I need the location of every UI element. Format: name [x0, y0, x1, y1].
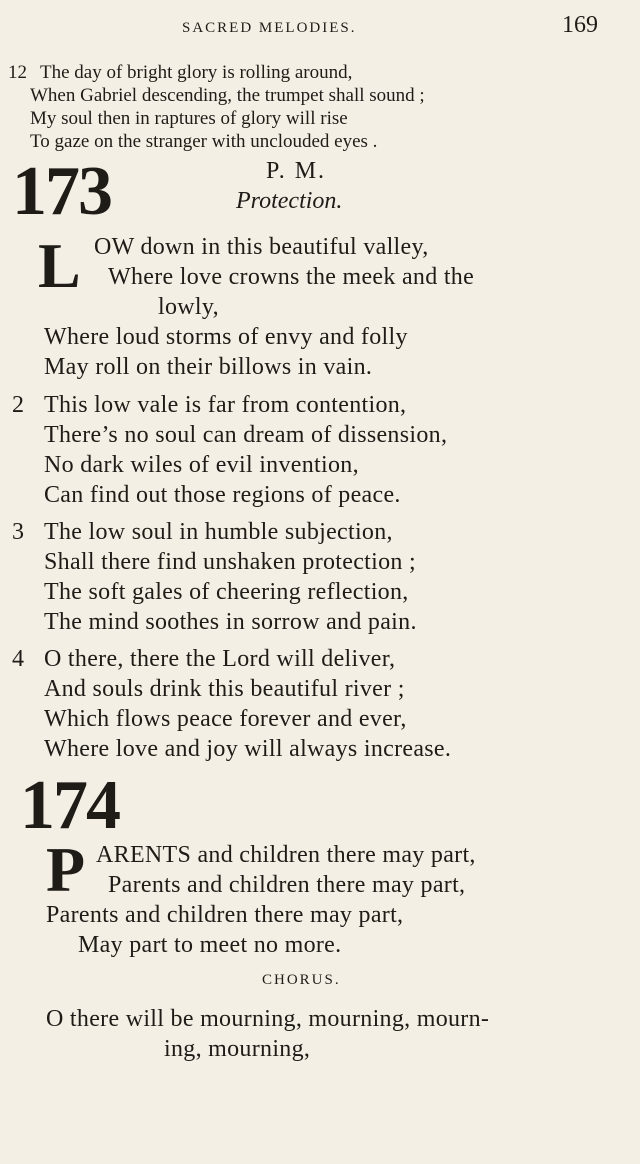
verse-line: Parents and children there may part, — [108, 872, 466, 898]
hymn-number: 173 — [12, 153, 111, 230]
verse-line: Where love crowns the meek and the — [108, 264, 475, 290]
verse-line: Parents and children there may part, — [46, 902, 404, 928]
verse-line: lowly, — [158, 294, 219, 320]
verse-line: Can find out those regions of peace. — [44, 482, 401, 508]
stanza-number: 12 — [8, 62, 27, 83]
stanza-number: 4 — [12, 646, 25, 672]
verse-line: Shall there find unshaken protection ; — [44, 549, 416, 575]
drop-cap: L — [38, 230, 81, 301]
drop-cap: P — [46, 834, 86, 905]
verse-line: When Gabriel descending, the trumpet shall sound ; — [30, 85, 425, 106]
verse-line: O there will be mourning, mourning, mourn- — [46, 1006, 490, 1032]
verse-line: The soft gales of cheering reflection, — [44, 579, 409, 605]
verse-line: This low vale is far from contention, — [44, 392, 407, 418]
verse-line: ing, mourning, — [164, 1036, 311, 1062]
verse-line: To gaze on the stranger with unclouded eyes . — [30, 131, 378, 152]
verse-line: May roll on their billows in vain. — [44, 354, 373, 380]
verse-line: The low soul in humble subjection, — [44, 519, 393, 545]
chorus-label: CHORUS. — [262, 972, 341, 988]
verse-line: May part to meet no more. — [78, 932, 342, 958]
hymn-meter: P. M. — [266, 158, 327, 184]
page-number: 169 — [562, 12, 598, 38]
verse-line: No dark wiles of evil invention, — [44, 452, 359, 478]
verse-line: And souls drink this beautiful river ; — [44, 676, 405, 702]
verse-line: Which flows peace forever and ever, — [44, 706, 407, 732]
verse-line: Where loud storms of envy and folly — [44, 324, 408, 350]
verse-line: The day of bright glory is rolling around, — [40, 62, 353, 83]
verse-line: My soul then in raptures of glory will rise — [30, 108, 348, 129]
verse-line: OW down in this beautiful valley, — [94, 234, 429, 260]
verse-line: There’s no soul can dream of dissension, — [44, 422, 448, 448]
verse-line: Where love and joy will always increase. — [44, 736, 452, 762]
hymn-number: 174 — [20, 767, 119, 844]
running-title: SACRED MELODIES. — [182, 20, 357, 36]
verse-line: The mind soothes in sorrow and pain. — [44, 609, 417, 635]
hymn-title: Protection. — [236, 188, 343, 214]
stanza-number: 2 — [12, 392, 25, 418]
verse-line: ARENTS and children there may part, — [96, 842, 476, 868]
verse-line: O there, there the Lord will deliver, — [44, 646, 396, 672]
stanza-number: 3 — [12, 519, 25, 545]
